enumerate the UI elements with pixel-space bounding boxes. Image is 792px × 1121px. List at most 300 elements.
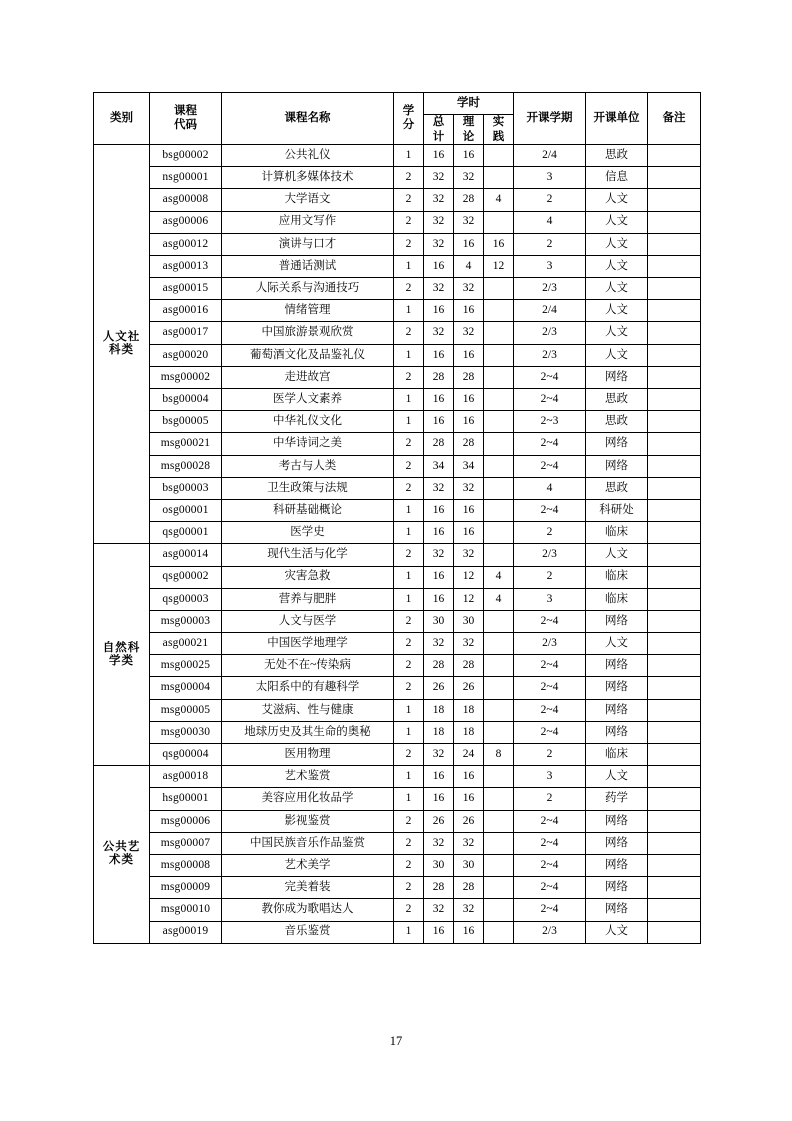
course-code-cell: asg00018 [150,766,222,788]
hours-theory-cell: 32 [454,633,484,655]
hours-practice-cell [484,522,514,544]
table-row [94,677,701,699]
hours-total-cell: 32 [424,233,454,255]
remark-cell [648,610,701,632]
hours-total-cell: 28 [424,366,454,388]
hours-theory-cell: 16 [454,921,484,943]
hours-practice-cell: 12 [484,255,514,277]
hours-total-cell: 16 [424,788,454,810]
credit-cell: 2 [394,477,424,499]
course-code-cell: bsg00003 [150,477,222,499]
course-name-cell: 医用物理 [222,744,394,766]
unit-cell: 人文 [586,633,648,655]
table-header [94,93,701,145]
header-hours-total-line2: 计 [432,130,445,143]
credit-cell: 1 [394,566,424,588]
category-label-line1: 人文社 [102,330,141,343]
hours-total-cell: 32 [424,477,454,499]
category-cell [94,144,150,543]
credit-cell: 1 [394,721,424,743]
unit-cell: 人文 [586,344,648,366]
unit-cell: 人文 [586,278,648,300]
hours-total-cell: 32 [424,633,454,655]
course-name-cell: 情绪管理 [222,300,394,322]
hours-practice-cell [484,655,514,677]
credit-cell: 2 [394,167,424,189]
header-hours-practice-line1: 实 [492,116,505,129]
hours-practice-cell [484,699,514,721]
remark-cell [648,366,701,388]
term-cell: 2~4 [514,899,586,921]
course-code-cell: msg00003 [150,610,222,632]
table-row [94,300,701,322]
hours-theory-cell: 32 [454,211,484,233]
term-cell: 2~4 [514,610,586,632]
term-cell: 2~4 [514,854,586,876]
unit-cell: 药学 [586,788,648,810]
page-number: 17 [389,1034,403,1048]
hours-practice-cell [484,610,514,632]
header-course-code [150,93,222,145]
term-cell: 2/3 [514,544,586,566]
category-cell [94,766,150,944]
header-hours-total-line1: 总 [432,116,445,129]
course-name-cell: 灾害急救 [222,566,394,588]
credit-cell: 1 [394,921,424,943]
remark-cell [648,699,701,721]
hours-total-cell: 32 [424,899,454,921]
course-name-cell: 现代生活与化学 [222,544,394,566]
table-row [94,633,701,655]
header-hours-practice-line2: 践 [492,130,505,143]
hours-total-cell: 16 [424,588,454,610]
category-label-line1: 自然科 [102,641,141,654]
remark-cell [648,255,701,277]
credit-cell: 1 [394,144,424,166]
credit-cell: 2 [394,832,424,854]
unit-cell: 网络 [586,721,648,743]
term-cell: 2~4 [514,366,586,388]
hours-total-cell: 16 [424,344,454,366]
hours-theory-cell: 34 [454,455,484,477]
hours-total-cell: 16 [424,255,454,277]
hours-practice-cell: 4 [484,566,514,588]
hours-practice-cell [484,477,514,499]
category-cell [94,544,150,766]
hours-total-cell: 16 [424,766,454,788]
course-code-cell: asg00019 [150,921,222,943]
hours-total-cell: 28 [424,877,454,899]
table-row [94,455,701,477]
hours-theory-cell: 32 [454,167,484,189]
credit-cell: 2 [394,899,424,921]
table-row [94,721,701,743]
course-name-cell: 人际关系与沟通技巧 [222,278,394,300]
hours-practice-cell: 4 [484,189,514,211]
credit-cell: 2 [394,610,424,632]
hours-theory-cell: 32 [454,899,484,921]
unit-cell: 网络 [586,610,648,632]
table-row [94,344,701,366]
hours-theory-cell: 30 [454,854,484,876]
credit-cell: 2 [394,455,424,477]
course-code-cell: asg00012 [150,233,222,255]
course-name-cell: 营养与肥胖 [222,588,394,610]
hours-theory-cell: 16 [454,389,484,411]
course-name-cell: 完美着装 [222,877,394,899]
table-row [94,744,701,766]
credit-cell: 2 [394,544,424,566]
remark-cell [648,144,701,166]
hours-total-cell: 16 [424,499,454,521]
term-cell: 2~4 [514,877,586,899]
course-code-cell: msg00005 [150,699,222,721]
unit-cell: 人文 [586,255,648,277]
course-name-cell: 艺术美学 [222,854,394,876]
hours-practice-cell [484,389,514,411]
unit-cell: 临床 [586,588,648,610]
unit-cell: 网络 [586,899,648,921]
hours-total-cell: 30 [424,854,454,876]
course-code-cell: qsg00004 [150,744,222,766]
term-cell: 2~4 [514,655,586,677]
course-name-cell: 影视鉴赏 [222,810,394,832]
hours-total-cell: 32 [424,211,454,233]
course-name-cell: 人文与医学 [222,610,394,632]
table-row [94,499,701,521]
credit-cell: 2 [394,322,424,344]
credit-cell: 2 [394,366,424,388]
term-cell: 2/3 [514,633,586,655]
term-cell: 2 [514,566,586,588]
table-row [94,389,701,411]
course-table-container [93,92,700,944]
course-name-cell: 中国医学地理学 [222,633,394,655]
course-code-cell: msg00007 [150,832,222,854]
term-cell: 2 [514,788,586,810]
remark-cell [648,344,701,366]
header-course-code-line1: 课程 [174,105,197,118]
table-row [94,766,701,788]
remark-cell [648,721,701,743]
course-name-cell: 医学史 [222,522,394,544]
header-course-code-line2: 代码 [174,119,197,132]
hours-total-cell: 32 [424,322,454,344]
unit-cell: 临床 [586,744,648,766]
hours-total-cell: 16 [424,411,454,433]
hours-theory-cell: 16 [454,766,484,788]
table-row [94,433,701,455]
remark-cell [648,522,701,544]
hours-theory-cell: 18 [454,699,484,721]
unit-cell: 人文 [586,921,648,943]
term-cell: 2~4 [514,433,586,455]
course-name-cell: 教你成为歌唱达人 [222,899,394,921]
unit-cell: 网络 [586,366,648,388]
remark-cell [648,455,701,477]
course-name-cell: 美容应用化妆品学 [222,788,394,810]
course-code-cell: msg00025 [150,655,222,677]
table-row [94,610,701,632]
table-row [94,810,701,832]
header-remark: 备注 [648,93,701,145]
remark-cell [648,389,701,411]
course-name-cell: 大学语文 [222,189,394,211]
credit-cell: 2 [394,744,424,766]
hours-total-cell: 16 [424,300,454,322]
unit-cell: 网络 [586,699,648,721]
hours-theory-cell: 24 [454,744,484,766]
hours-practice-cell [484,921,514,943]
table-row [94,899,701,921]
term-cell: 2~4 [514,677,586,699]
hours-practice-cell: 8 [484,744,514,766]
remark-cell [648,477,701,499]
table-row [94,144,701,166]
credit-cell: 2 [394,433,424,455]
hours-practice-cell [484,411,514,433]
credit-cell: 1 [394,300,424,322]
course-name-cell: 音乐鉴赏 [222,921,394,943]
header-hours-theory-line2: 论 [462,130,475,143]
table-row [94,544,701,566]
table-row [94,189,701,211]
credit-cell: 1 [394,588,424,610]
course-code-cell: asg00016 [150,300,222,322]
remark-cell [648,211,701,233]
term-cell: 2~4 [514,499,586,521]
unit-cell: 人文 [586,211,648,233]
hours-theory-cell: 16 [454,344,484,366]
unit-cell: 临床 [586,522,648,544]
hours-practice-cell [484,144,514,166]
remark-cell [648,588,701,610]
hours-practice-cell [484,788,514,810]
term-cell: 2~4 [514,721,586,743]
hours-theory-cell: 16 [454,499,484,521]
remark-cell [648,766,701,788]
unit-cell: 科研处 [586,499,648,521]
hours-total-cell: 16 [424,566,454,588]
course-name-cell: 艺术鉴赏 [222,766,394,788]
course-name-cell: 中国民族音乐作品鉴赏 [222,832,394,854]
credit-cell: 1 [394,766,424,788]
hours-practice-cell [484,899,514,921]
course-name-cell: 普通话测试 [222,255,394,277]
course-code-cell: msg00010 [150,899,222,921]
hours-practice-cell [484,766,514,788]
hours-practice-cell: 16 [484,233,514,255]
course-code-cell: asg00008 [150,189,222,211]
hours-theory-cell: 12 [454,566,484,588]
unit-cell: 思政 [586,144,648,166]
hours-theory-cell: 16 [454,788,484,810]
credit-cell: 2 [394,633,424,655]
hours-theory-cell: 28 [454,366,484,388]
course-name-cell: 地球历史及其生命的奥秘 [222,721,394,743]
credit-cell: 1 [394,344,424,366]
table-row [94,211,701,233]
category-label-line2: 科类 [109,344,134,357]
unit-cell: 网络 [586,810,648,832]
table-body [94,144,701,943]
remark-cell [648,655,701,677]
hours-practice-cell [484,677,514,699]
hours-practice-cell [484,544,514,566]
credit-cell: 2 [394,655,424,677]
hours-total-cell: 32 [424,544,454,566]
hours-total-cell: 32 [424,832,454,854]
course-code-cell: hsg00001 [150,788,222,810]
header-term: 开课学期 [514,93,586,145]
term-cell: 3 [514,255,586,277]
hours-total-cell: 18 [424,699,454,721]
course-name-cell: 医学人文素养 [222,389,394,411]
course-name-cell: 艾滋病、性与健康 [222,699,394,721]
course-name-cell: 计算机多媒体技术 [222,167,394,189]
hours-theory-cell: 26 [454,677,484,699]
course-name-cell: 中华礼仪文化 [222,411,394,433]
course-code-cell: bsg00004 [150,389,222,411]
hours-total-cell: 16 [424,144,454,166]
course-name-cell: 考古与人类 [222,455,394,477]
hours-practice-cell [484,810,514,832]
category-label-line2: 术类 [109,854,134,867]
course-name-cell: 太阳系中的有趣科学 [222,677,394,699]
hours-theory-cell: 12 [454,588,484,610]
hours-total-cell: 32 [424,189,454,211]
hours-total-cell: 26 [424,677,454,699]
hours-theory-cell: 32 [454,278,484,300]
credit-cell: 2 [394,877,424,899]
remark-cell [648,854,701,876]
credit-cell: 2 [394,677,424,699]
hours-theory-cell: 16 [454,411,484,433]
hours-total-cell: 32 [424,278,454,300]
course-name-cell: 卫生政策与法规 [222,477,394,499]
remark-cell [648,278,701,300]
remark-cell [648,899,701,921]
credit-cell: 2 [394,854,424,876]
course-code-cell: msg00030 [150,721,222,743]
header-row-1 [94,93,701,115]
table-row [94,477,701,499]
course-code-cell: asg00020 [150,344,222,366]
header-credit-line2: 分 [402,119,415,132]
hours-theory-cell: 4 [454,255,484,277]
header-hours-total [424,115,454,145]
table-row [94,366,701,388]
course-code-cell: osg00001 [150,499,222,521]
header-hours-practice [484,115,514,145]
course-name-cell: 公共礼仪 [222,144,394,166]
credit-cell: 1 [394,389,424,411]
remark-cell [648,832,701,854]
header-unit: 开课单位 [586,93,648,145]
course-code-cell: asg00014 [150,544,222,566]
course-code-cell: msg00009 [150,877,222,899]
hours-total-cell: 28 [424,433,454,455]
remark-cell [648,544,701,566]
term-cell: 2/3 [514,322,586,344]
table-row [94,411,701,433]
remark-cell [648,189,701,211]
header-course-name: 课程名称 [222,93,394,145]
unit-cell: 思政 [586,411,648,433]
term-cell: 2/3 [514,344,586,366]
remark-cell [648,233,701,255]
term-cell: 3 [514,588,586,610]
header-hours-theory-line1: 理 [462,116,475,129]
remark-cell [648,788,701,810]
table-row [94,233,701,255]
credit-cell: 1 [394,499,424,521]
remark-cell [648,810,701,832]
credit-cell: 2 [394,211,424,233]
credit-cell: 1 [394,411,424,433]
table-row [94,588,701,610]
course-name-cell: 科研基础概论 [222,499,394,521]
credit-cell: 2 [394,810,424,832]
course-code-cell: msg00002 [150,366,222,388]
course-name-cell: 中华诗词之美 [222,433,394,455]
hours-practice-cell [484,877,514,899]
credit-cell: 2 [394,278,424,300]
course-code-cell: asg00021 [150,633,222,655]
header-credit-line1: 学 [402,105,415,118]
hours-total-cell: 26 [424,810,454,832]
table-row [94,255,701,277]
course-code-cell: asg00017 [150,322,222,344]
hours-practice-cell [484,167,514,189]
term-cell: 2/4 [514,300,586,322]
unit-cell: 网络 [586,832,648,854]
course-table [93,92,701,944]
unit-cell: 人文 [586,766,648,788]
course-name-cell: 应用文写作 [222,211,394,233]
hours-practice-cell [484,854,514,876]
term-cell: 2~3 [514,411,586,433]
course-code-cell: bsg00005 [150,411,222,433]
hours-total-cell: 28 [424,655,454,677]
unit-cell: 网络 [586,433,648,455]
hours-theory-cell: 16 [454,522,484,544]
hours-practice-cell [484,278,514,300]
course-code-cell: qsg00002 [150,566,222,588]
term-cell: 4 [514,211,586,233]
term-cell: 2/4 [514,144,586,166]
course-name-cell: 中国旅游景观欣赏 [222,322,394,344]
hours-theory-cell: 32 [454,832,484,854]
term-cell: 2~4 [514,455,586,477]
course-code-cell: asg00013 [150,255,222,277]
term-cell: 2~4 [514,699,586,721]
hours-theory-cell: 16 [454,300,484,322]
term-cell: 2/3 [514,921,586,943]
hours-theory-cell: 16 [454,144,484,166]
hours-practice-cell [484,211,514,233]
hours-total-cell: 18 [424,721,454,743]
credit-cell: 2 [394,189,424,211]
unit-cell: 网络 [586,677,648,699]
hours-theory-cell: 28 [454,877,484,899]
table-row [94,832,701,854]
hours-total-cell: 32 [424,744,454,766]
term-cell: 3 [514,766,586,788]
hours-theory-cell: 32 [454,544,484,566]
term-cell: 3 [514,167,586,189]
hours-practice-cell [484,499,514,521]
